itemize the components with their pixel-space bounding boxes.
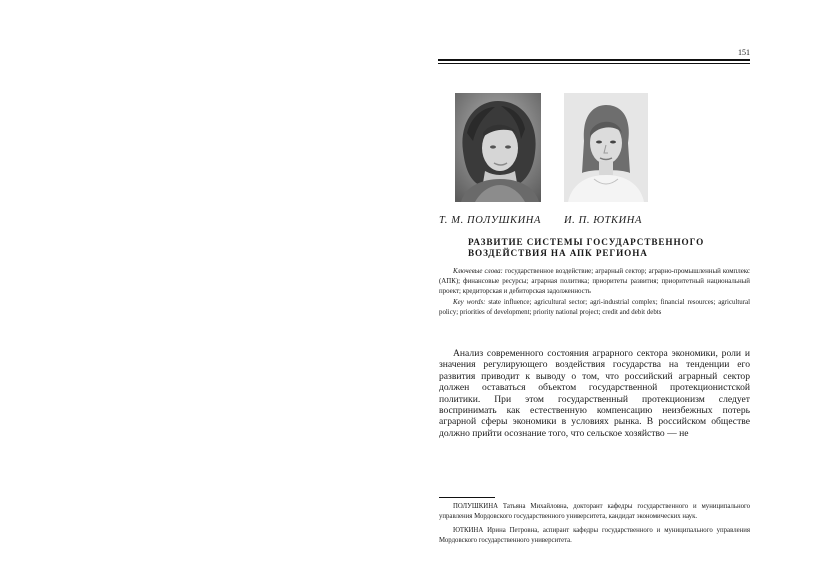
header-rule-thick xyxy=(438,59,750,61)
keywords-section xyxy=(439,267,750,318)
article-title-line-2: ВОЗДЕЙСТВИЯ НА АПК РЕГИОНА xyxy=(468,248,648,258)
keywords-en xyxy=(439,298,750,318)
footnote-author-2: ЮТКИНА Ирина Петровна, аспирант кафедры государственного и муниципального управления Мордовского государственного университета. xyxy=(439,527,750,544)
author-photo-1 xyxy=(455,93,541,202)
header-rule-thin xyxy=(438,63,750,64)
body-paragraph: Анализ современного состояния аграрного сектора экономики, роли и значения регулирующего воздействия государства на тенденции его развития приводит к выводу о том, что российский аграрный сектор должен оставаться объектом государственной протекционистской политики. При этом государственный протекционизм следует воспринимать как естественную компенсацию неизбежных потерь аграрной сферы экономики в условиях рынка. В российском обществе должно прийти осознание того, что сельское хозяйство — не xyxy=(439,348,750,439)
page-number: 151 xyxy=(738,48,750,57)
author-photo-2 xyxy=(564,93,648,202)
keywords-en-label: Key words: xyxy=(453,298,486,306)
author-name-2: И. П. ЮТКИНА xyxy=(564,215,642,226)
keywords-ru xyxy=(439,267,750,298)
portrait-photo-icon xyxy=(564,93,648,202)
footnotes xyxy=(439,502,750,550)
portrait-photo-icon xyxy=(455,93,541,202)
footnote-rule xyxy=(439,497,495,498)
keywords-ru-text: государственное воздействие; аграрный сектор; аграрно-промышленный комплекс (АПК); финансовые ресурсы; аграрная политика; приоритеты развития; приоритетный национальный проект; кредиторская и дебиторская задолженность xyxy=(439,268,750,296)
keywords-en-text: state influence; agricultural sector; agri-industrial complex; financial resources; agricultural policy; priorities of development; priority national project; credit and debit debts xyxy=(439,298,750,316)
author-name-1: Т. М. ПОЛУШКИНА xyxy=(439,215,542,226)
footnote-author-1: ПОЛУШКИНА Татьяна Михайловна, докторант кафедры государственного и муниципального управления Мордовского государственного университета, кандидат экономических наук. xyxy=(439,503,750,520)
keywords-ru-label: Ключевые слова: xyxy=(453,268,503,275)
article-title-line-1: РАЗВИТИЕ СИСТЕМЫ ГОСУДАРСТВЕННОГО xyxy=(468,237,705,247)
article-title xyxy=(468,237,750,259)
